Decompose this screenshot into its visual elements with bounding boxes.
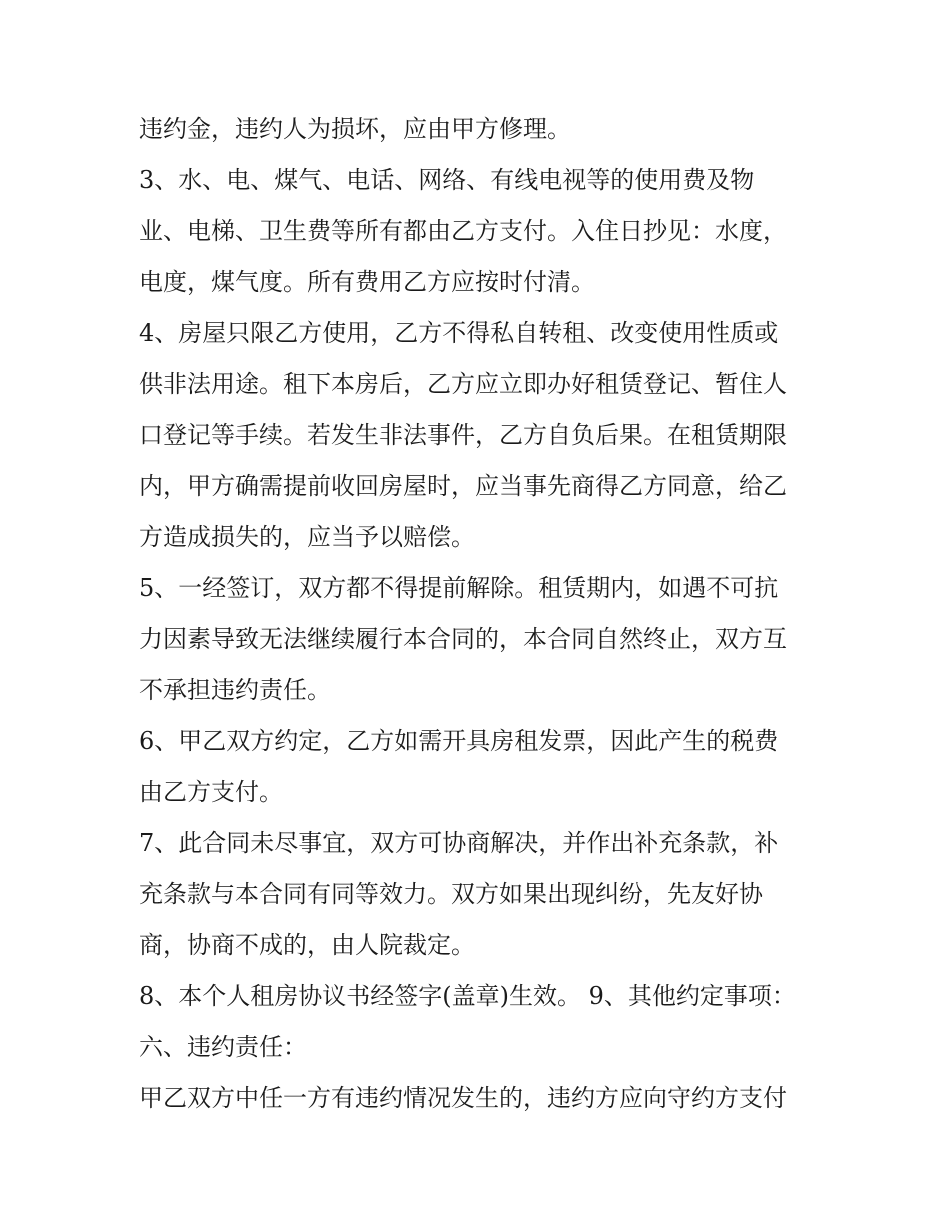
text-line-2: 3、水、电、煤气、电话、网络、有线电视等的使用费及物 (139, 166, 755, 194)
text-line-19: 六、违约责任： (139, 1033, 307, 1061)
text-line-13: 6、甲乙双方约定，乙方如需开具房租发票，因此产生的税费 (139, 727, 779, 755)
text-line-10: 5、一经签订，双方都不得提前解除。租赁期内，如遇不可抗 (139, 574, 779, 602)
text-line-7: 口登记等手续。若发生非法事件，乙方自负后果。在租赁期限 (139, 421, 787, 449)
text-line-11: 力因素导致无法继续履行本合同的，本合同自然终止，双方互 (139, 625, 787, 653)
text-line-16: 充条款与本合同有同等效力。双方如果出现纠纷，先友好协 (139, 880, 763, 908)
text-line-9: 方造成损失的，应当予以赔偿。 (139, 523, 475, 551)
text-line-1: 违约金，违约人为损坏，应由甲方修理。 (139, 115, 571, 143)
text-line-15: 7、此合同未尽事宜，双方可协商解决，并作出补充条款，补 (139, 829, 779, 857)
text-line-4: 电度，煤气度。所有费用乙方应按时付清。 (139, 268, 595, 296)
text-line-5: 4、房屋只限乙方使用，乙方不得私自转租、改变使用性质或 (139, 319, 779, 347)
text-line-20: 甲乙双方中任一方有违约情况发生的，违约方应向守约方支付 (139, 1084, 787, 1112)
text-line-18: 8、本个人租房协议书经签字(盖章)生效。 9、其他约定事项： (139, 982, 796, 1010)
text-line-8: 内，甲方确需提前收回房屋时，应当事先商得乙方同意，给乙 (139, 472, 787, 500)
text-line-14: 由乙方支付。 (139, 778, 283, 806)
contract-text-block (139, 104, 839, 1124)
text-line-17: 商，协商不成的，由人院裁定。 (139, 931, 475, 959)
text-line-12: 不承担违约责任。 (139, 676, 331, 704)
text-line-3: 业、电梯、卫生费等所有都由乙方支付。入住日抄见：水度， (139, 217, 787, 245)
text-line-6: 供非法用途。租下本房后，乙方应立即办好租赁登记、暂住人 (139, 370, 787, 398)
